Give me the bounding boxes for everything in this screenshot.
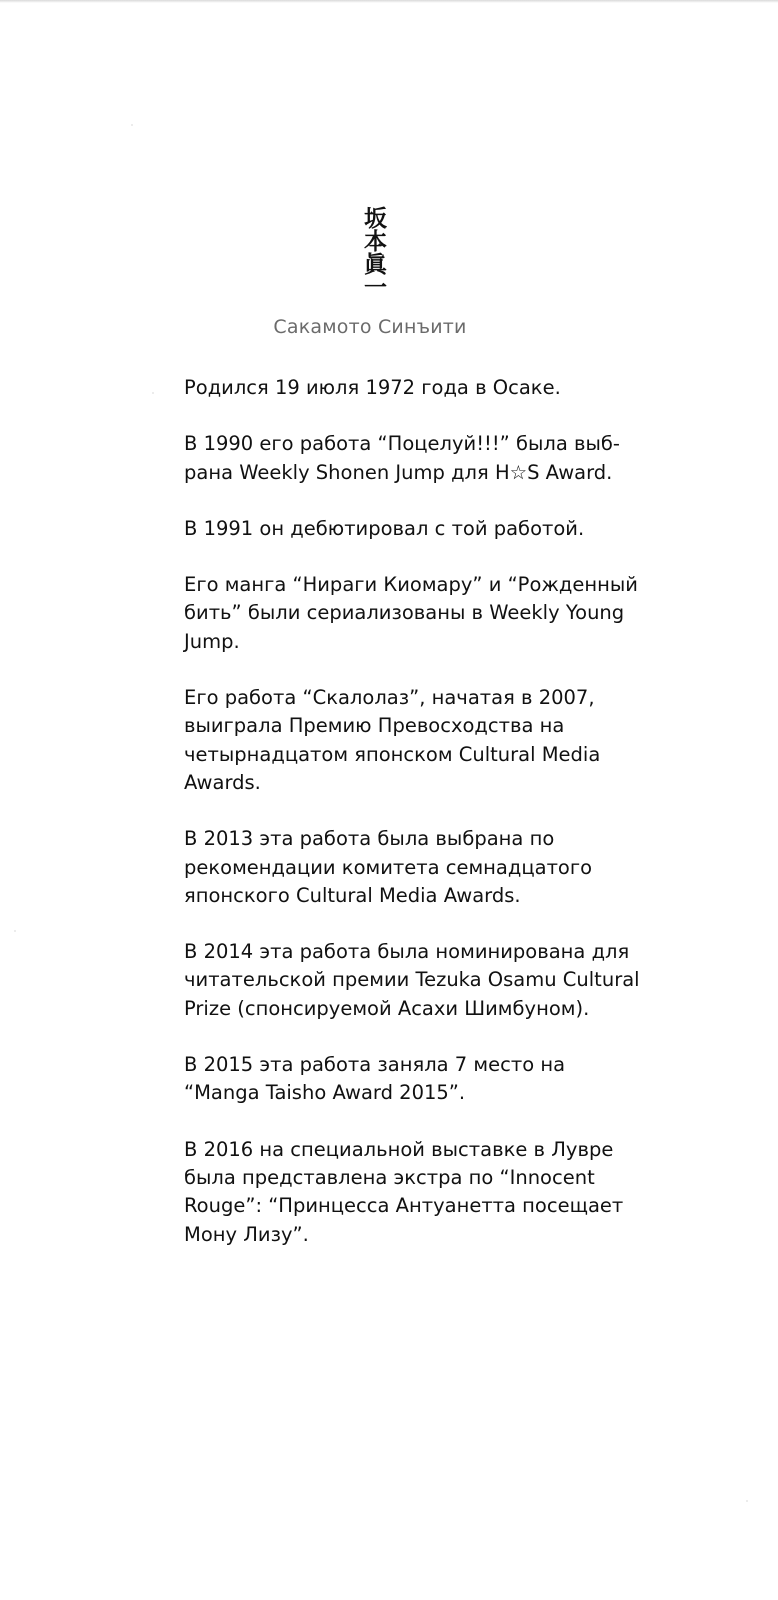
author-kanji-name: 坂本眞一 [360, 206, 387, 298]
scan-speck [746, 1500, 748, 1502]
author-biography [184, 374, 646, 1277]
bio-paragraph: В 1991 он дебютировал с той работой. [184, 516, 585, 540]
bio-paragraph: Его манга “Нираги Киомару” и “Рожденный бить” были сериализованы в Weekly Young Jump. [184, 573, 638, 653]
scan-speck [14, 930, 16, 932]
scan-speck [131, 124, 133, 126]
scan-speck [152, 392, 154, 394]
page-top-edge [0, 0, 778, 3]
bio-paragraph: Его работа “Скалолаз”, начатая в 2007, выиграла Премию Превосходства на четырнадцатом японском Cultural Media Awards. [184, 686, 601, 794]
author-name: Сакамото Синъити [273, 316, 467, 338]
bio-paragraph: В 2015 эта работа заняла 7 место на “Manga Taisho Award 2015”. [184, 1053, 566, 1105]
bio-paragraph: Родился 19 июля 1972 года в Осаке. [184, 376, 561, 399]
bio-paragraph: В 2016 на специальной выставке в Лувре была представлена экстра по “Innocent Rouge”: “Принцесса Антуанетта посещает Мону Лизу”. [184, 1137, 624, 1246]
bio-paragraph: В 2014 эта работа была номинирована для читательской премии Tezuka Osamu Cultural Prize (спонсируемой Асахи Шимбуном). [184, 940, 640, 1020]
bio-paragraph: В 2013 эта работа была выбрана по рекомендации комитета семнадцатого японского Cultural Media Awards. [184, 827, 593, 907]
bio-paragraph: В 1990 его работа “Поцелуй!!!” была выб-рана Weekly Shonen Jump для H☆S Award. [184, 432, 620, 484]
